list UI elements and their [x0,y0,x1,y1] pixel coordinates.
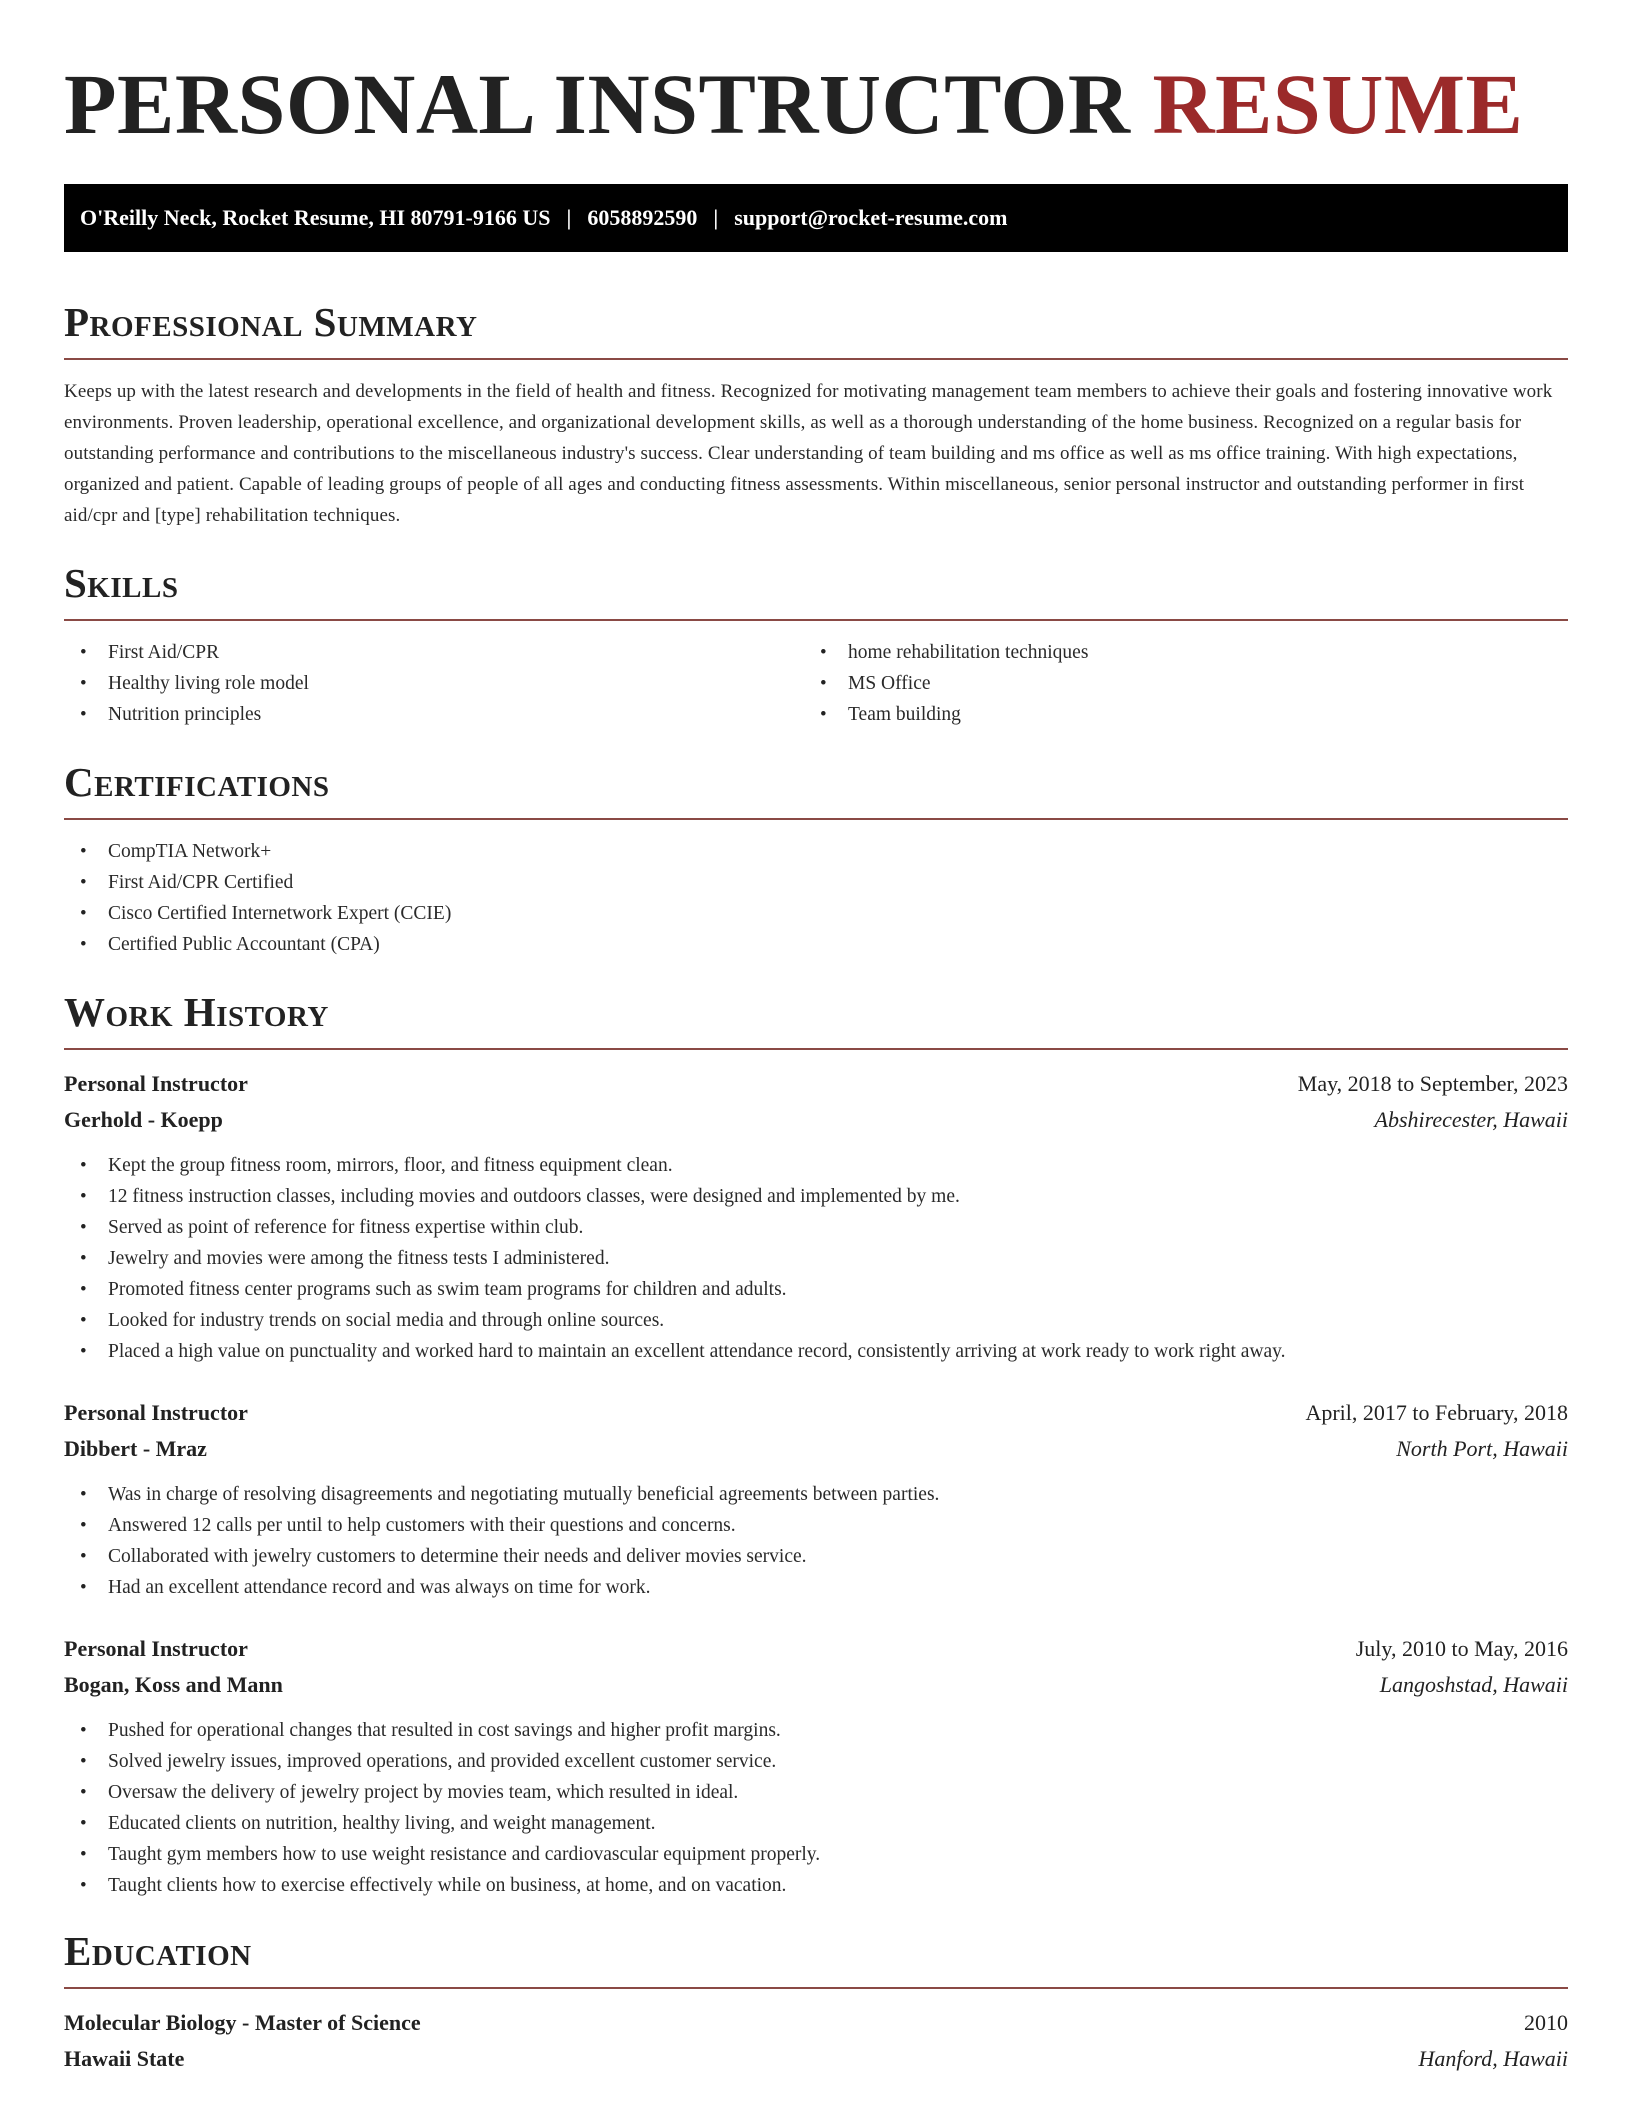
certification-item: • Certified Public Accountant (CPA) [64,929,1568,960]
contact-phone: 6058892590 [587,205,698,230]
contact-separator: | [713,205,719,230]
skill-item: • Healthy living role model [64,668,804,699]
job-company: Bogan, Koss and Mann [64,1672,283,1697]
job-duty: • Collaborated with jewelry customers to determine their needs and deliver movies service. [64,1541,1568,1572]
education-entry [64,2005,1568,2077]
skill-item: • First Aid/CPR [64,637,804,668]
job-title: Personal Instructor [64,1071,248,1096]
job-location: Langoshstad, Hawaii [1379,1672,1568,1697]
certifications-section [64,758,1568,960]
job-duty: • Oversaw the delivery of jewelry project by movies team, which resulted in ideal. [64,1777,1568,1808]
skills-list-right [804,637,1544,730]
job-dates: July, 2010 to May, 2016 [1355,1636,1568,1661]
job-duty: • Placed a high value on punctuality and worked hard to maintain an excellent attendance record, consistently arriving at work ready to work right away. [64,1336,1568,1367]
education-section [64,1927,1568,2077]
job-entry [64,1631,1568,1901]
education-location: Hanford, Hawaii [1418,2046,1568,2071]
job-duty: • Served as point of reference for fitness expertise within club. [64,1212,1568,1243]
summary-section [64,298,1568,531]
education-year: 2010 [1524,2010,1568,2035]
section-divider [64,1987,1568,1989]
resume-title [64,58,1568,150]
education-school-row [64,2041,1568,2077]
job-duty: • Taught clients how to exercise effectively while on business, at home, and on vacation. [64,1870,1568,1901]
certification-item: • CompTIA Network+ [64,836,1568,867]
education-degree-row [64,2005,1568,2041]
job-location: Abshirecester, Hawaii [1374,1107,1568,1132]
skills-grid [64,637,1568,730]
education-heading: Education [64,1928,252,1974]
job-duty: • Solved jewelry issues, improved operations, and provided excellent customer service. [64,1746,1568,1777]
contact-email: support@rocket-resume.com [734,205,1008,230]
job-dates: May, 2018 to September, 2023 [1297,1071,1568,1096]
resume-page [64,0,1568,2077]
skill-item: • MS Office [804,668,1544,699]
job-duty: • Jewelry and movies were among the fitness tests I administered. [64,1243,1568,1274]
job-duties-list [64,1479,1568,1603]
job-header-row [64,1066,1568,1102]
section-divider [64,619,1568,621]
job-location: North Port, Hawaii [1396,1436,1568,1461]
skill-item: • Nutrition principles [64,699,804,730]
section-divider [64,1048,1568,1050]
skills-section [64,559,1568,730]
job-duty: • 12 fitness instruction classes, including movies and outdoors classes, were designed and implemented by me. [64,1181,1568,1212]
job-duties-list [64,1715,1568,1901]
job-duty: • Taught gym members how to use weight resistance and cardiovascular equipment properly. [64,1839,1568,1870]
job-company-row [64,1102,1568,1138]
contact-separator: | [566,205,572,230]
job-title: Personal Instructor [64,1636,248,1661]
job-header-row [64,1631,1568,1667]
work-history-section [64,988,1568,1901]
job-duty: • Kept the group fitness room, mirrors, floor, and fitness equipment clean. [64,1150,1568,1181]
section-divider [64,818,1568,820]
job-duties-list [64,1150,1568,1367]
education-degree: Molecular Biology - Master of Science [64,2010,421,2035]
skills-list-left [64,637,804,730]
title-accent: RESUME [1152,56,1524,152]
contact-bar [64,184,1568,252]
work-history-heading: Work History [64,989,329,1035]
job-company-row [64,1667,1568,1703]
skill-item: • home rehabilitation techniques [804,637,1544,668]
job-dates: April, 2017 to February, 2018 [1305,1400,1568,1425]
certification-item: • First Aid/CPR Certified [64,867,1568,898]
job-duty: • Was in charge of resolving disagreements and negotiating mutually beneficial agreements between parties. [64,1479,1568,1510]
title-main: PERSONAL INSTRUCTOR [64,56,1131,152]
job-company-row [64,1431,1568,1467]
job-duty: • Looked for industry trends on social media and through online sources. [64,1305,1568,1336]
section-divider [64,358,1568,360]
skills-heading: Skills [64,560,179,606]
certifications-heading: Certifications [64,759,330,805]
job-company: Gerhold - Koepp [64,1107,223,1132]
job-duty: • Promoted fitness center programs such as swim team programs for children and adults. [64,1274,1568,1305]
contact-address: O'Reilly Neck, Rocket Resume, HI 80791-9166 US [80,205,551,230]
job-duty: • Had an excellent attendance record and was always on time for work. [64,1572,1568,1603]
job-header-row [64,1395,1568,1431]
job-entry [64,1066,1568,1367]
job-title: Personal Instructor [64,1400,248,1425]
job-duty: • Pushed for operational changes that resulted in cost savings and higher profit margins. [64,1715,1568,1746]
skill-item: • Team building [804,699,1544,730]
job-duty: • Answered 12 calls per until to help customers with their questions and concerns. [64,1510,1568,1541]
job-company: Dibbert - Mraz [64,1436,207,1461]
certification-item: • Cisco Certified Internetwork Expert (CCIE) [64,898,1568,929]
summary-heading: Professional Summary [64,299,478,345]
job-entry [64,1395,1568,1603]
job-duty: • Educated clients on nutrition, healthy living, and weight management. [64,1808,1568,1839]
summary-text: Keeps up with the latest research and developments in the field of health and fitness. Recognized for motivating management team members to achieve their goals and fostering innovative work environments. Proven leadership, operational excellence, and organizational development skills, as well as a thorough understanding of the home business. Recognized on a regular basis for outstanding performance and contributions to the miscellaneous industry's success. Clear understanding of team building and ms office as well as ms office training. With high expectations, organized and patient. Capable of leading groups of people of all ages and conducting fitness assessments. Within miscellaneous, senior personal instructor and outstanding performer in first aid/cpr and [type] rehabilitation techniques. [64,381,1553,526]
education-school: Hawaii State [64,2046,185,2071]
certifications-list [64,836,1568,960]
